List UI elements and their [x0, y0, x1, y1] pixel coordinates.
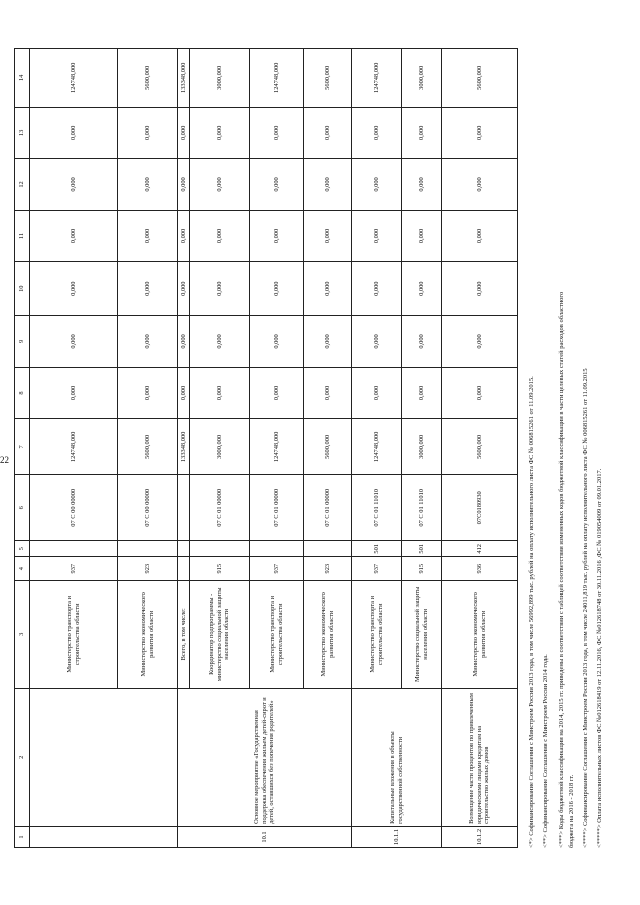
cell-col-5 — [118, 541, 178, 557]
cell-col-9: 0,000 — [402, 316, 442, 368]
cell-col-9: 0,000 — [190, 316, 250, 368]
rotated-page — [14, 28, 614, 848]
cell-col-10: 0,000 — [304, 262, 352, 316]
cell-col-5: 412 — [442, 541, 518, 557]
cell-col-2 — [30, 688, 178, 826]
cell-col-7: 124748,000 — [30, 419, 118, 475]
cell-col-8: 0,000 — [304, 367, 352, 419]
cell-col-12: 0,000 — [118, 159, 178, 211]
header-cell: 9 — [15, 316, 30, 368]
cell-col-13: 0,000 — [352, 107, 402, 159]
cell-col-12: 0,000 — [304, 159, 352, 211]
cell-col-4: 937 — [30, 557, 118, 580]
cell-col-7: 124748,000 — [250, 419, 304, 475]
cell-col-11: 0,000 — [190, 210, 250, 262]
cell-col-9: 0,000 — [178, 316, 190, 368]
cell-col-11: 0,000 — [402, 210, 442, 262]
cell-col-3: Координатор подпрограммы - министерство социальной защиты населения области — [190, 580, 250, 688]
cell-col-14: 3000,000 — [190, 49, 250, 108]
cell-col-14: 124748,000 — [30, 49, 118, 108]
cell-col-13: 0,000 — [190, 107, 250, 159]
cell-col-3: Министерство транспорта и строительства области — [30, 580, 118, 688]
cell-col-4: 923 — [304, 557, 352, 580]
cell-col-4: 936 — [442, 557, 518, 580]
cell-col-6: 07С0180930 — [442, 475, 518, 541]
cell-col-2: Возмещение части процентов по привлеченным юридическими лицами кредитам на строительство жилых домов — [442, 688, 518, 826]
cell-col-4: 923 — [118, 557, 178, 580]
header-cell: 1 — [15, 826, 30, 847]
cell-col-5 — [178, 541, 190, 557]
cell-col-10: 0,000 — [30, 262, 118, 316]
cell-col-11: 0,000 — [30, 210, 118, 262]
cell-col-11: 0,000 — [118, 210, 178, 262]
cell-col-3: Министерство транспорта и строительства области — [250, 580, 304, 688]
cell-col-3: Всего, в том числе: — [178, 580, 190, 688]
budget-table — [14, 48, 518, 848]
cell-col-9: 0,000 — [442, 316, 518, 368]
cell-col-8: 0,000 — [250, 367, 304, 419]
header-cell: 4 — [15, 557, 30, 580]
table-row — [352, 49, 402, 848]
cell-col-7: 5600,000 — [304, 419, 352, 475]
cell-col-9: 0,000 — [304, 316, 352, 368]
cell-col-6 — [178, 475, 190, 541]
cell-col-13: 0,000 — [250, 107, 304, 159]
cell-col-8: 0,000 — [352, 367, 402, 419]
cell-col-9: 0,000 — [30, 316, 118, 368]
footnote: <*****> Оплата исполнительных листов ФС №012618419 от 12.11.2016, ФС №012618748 от 30.11.2016 ,ФС № 019054009 от 09.01.2017. — [596, 468, 603, 848]
cell-col-14: 124748,000 — [352, 49, 402, 108]
cell-col-2: Капитальные вложения в объекты государственной собственности — [352, 688, 442, 826]
cell-col-8: 0,000 — [178, 367, 190, 419]
cell-col-7: 124748,000 — [352, 419, 402, 475]
cell-col-3: Министерство транспорта и строительства области — [352, 580, 402, 688]
cell-col-6: 07 С 01 11010 — [402, 475, 442, 541]
cell-col-10: 0,000 — [250, 262, 304, 316]
cell-col-6: 07 С 01 00000 — [190, 475, 250, 541]
header-cell: 7 — [15, 419, 30, 475]
cell-col-10: 0,000 — [190, 262, 250, 316]
cell-col-9: 0,000 — [118, 316, 178, 368]
cell-col-10: 0,000 — [118, 262, 178, 316]
cell-col-3: Министерство экономического развития области — [118, 580, 178, 688]
cell-col-8: 0,000 — [118, 367, 178, 419]
header-cell: 8 — [15, 367, 30, 419]
footnote: <****> Софинансирование Соглашения с Минстроем России 2013 года, в том числе 24011,819 тыс. рублей на оплату исполнительного листа ФС № 006815261 от 11.09.2015 — [582, 368, 589, 848]
cell-col-13: 0,000 — [402, 107, 442, 159]
header-row — [15, 49, 30, 848]
cell-col-7: 133348,000 — [178, 419, 190, 475]
cell-col-10: 0,000 — [178, 262, 190, 316]
cell-col-12: 0,000 — [250, 159, 304, 211]
cell-col-6: 07 С 01 00000 — [304, 475, 352, 541]
header-cell: 13 — [15, 107, 30, 159]
cell-col-13: 0,000 — [178, 107, 190, 159]
cell-col-6: 07 С 00 00000 — [118, 475, 178, 541]
cell-col-6: 07 С 01 11010 — [352, 475, 402, 541]
cell-col-11: 0,000 — [442, 210, 518, 262]
document-page — [14, 28, 614, 848]
header-cell: 6 — [15, 475, 30, 541]
page-number: 22 — [0, 455, 9, 465]
cell-col-5: 501 — [352, 541, 402, 557]
header-cell: 2 — [15, 688, 30, 826]
cell-col-12: 0,000 — [178, 159, 190, 211]
cell-col-1: 10.1.1 — [352, 826, 442, 847]
cell-col-7: 5600,000 — [118, 419, 178, 475]
cell-col-4: 937 — [250, 557, 304, 580]
cell-col-11: 0,000 — [304, 210, 352, 262]
footnote: <*> Софинансирование Соглашения с Минстроем России 2013 года, в том числе 56992,899 тыс. рублей на оплату исполнительного листа ФС № 006815261 от 11.09.2015. — [528, 376, 535, 848]
cell-col-14: 3000,000 — [402, 49, 442, 108]
cell-col-9: 0,000 — [352, 316, 402, 368]
cell-col-8: 0,000 — [442, 367, 518, 419]
cell-col-11: 0,000 — [250, 210, 304, 262]
cell-col-4 — [178, 557, 190, 580]
cell-col-11: 0,000 — [352, 210, 402, 262]
cell-col-6: 07 С 00 00000 — [30, 475, 118, 541]
cell-col-13: 0,000 — [304, 107, 352, 159]
cell-col-1: 10.1 — [178, 826, 352, 847]
cell-col-13: 0,000 — [30, 107, 118, 159]
cell-col-10: 0,000 — [442, 262, 518, 316]
cell-col-12: 0,000 — [190, 159, 250, 211]
cell-col-10: 0,000 — [352, 262, 402, 316]
cell-col-5 — [250, 541, 304, 557]
cell-col-10: 0,000 — [402, 262, 442, 316]
cell-col-13: 0,000 — [118, 107, 178, 159]
cell-col-5 — [30, 541, 118, 557]
cell-col-14: 5600,000 — [442, 49, 518, 108]
cell-col-14: 5600,000 — [118, 49, 178, 108]
cell-col-3: Министерство социальной защиты населения области — [402, 580, 442, 688]
cell-col-12: 0,000 — [402, 159, 442, 211]
cell-col-9: 0,000 — [250, 316, 304, 368]
cell-col-8: 0,000 — [190, 367, 250, 419]
footnote: бюджета на 2016 - 2018 гг. — [568, 774, 575, 848]
cell-col-13: 0,000 — [442, 107, 518, 159]
table-row — [442, 49, 518, 848]
cell-col-7: 3000,000 — [190, 419, 250, 475]
cell-col-8: 0,000 — [30, 367, 118, 419]
header-cell: 3 — [15, 580, 30, 688]
cell-col-5 — [190, 541, 250, 557]
cell-col-14: 133348,000 — [178, 49, 190, 108]
table-row — [178, 49, 190, 848]
cell-col-12: 0,000 — [30, 159, 118, 211]
cell-col-8: 0,000 — [402, 367, 442, 419]
cell-col-4: 915 — [190, 557, 250, 580]
cell-col-2: Основное мероприятие «Государственная поддержка обеспечения жильем детей-сирот и детей, оставшихся без попечения родителей» — [178, 688, 352, 826]
cell-col-12: 0,000 — [442, 159, 518, 211]
footnote: <***> Коды бюджетной классификации на 2014, 2015 гг. приведены в соответствии с таблицей соответствия измененных кодов бюджетной классификации в части целевых статей расходов областного — [558, 291, 565, 848]
header-cell: 5 — [15, 541, 30, 557]
cell-col-11: 0,000 — [178, 210, 190, 262]
cell-col-3: Министерство экономического развития области — [304, 580, 352, 688]
footnote: <**> Софинансирование Соглашения с Минстроем России 2014 года. — [542, 654, 549, 848]
cell-col-4: 937 — [352, 557, 402, 580]
table-row — [30, 49, 118, 848]
cell-col-4: 915 — [402, 557, 442, 580]
cell-col-14: 124748,000 — [250, 49, 304, 108]
cell-col-1: 10.1.2 — [442, 826, 518, 847]
cell-col-14: 5600,000 — [304, 49, 352, 108]
header-cell: 12 — [15, 159, 30, 211]
cell-col-6: 07 С 01 00000 — [250, 475, 304, 541]
cell-col-5: 501 — [402, 541, 442, 557]
cell-col-1 — [30, 826, 178, 847]
header-cell: 14 — [15, 49, 30, 108]
cell-col-5 — [304, 541, 352, 557]
header-cell: 11 — [15, 210, 30, 262]
cell-col-7: 5600,000 — [442, 419, 518, 475]
cell-col-3: Министерство экономического развития области — [442, 580, 518, 688]
cell-col-7: 3000,000 — [402, 419, 442, 475]
cell-col-12: 0,000 — [352, 159, 402, 211]
header-cell: 10 — [15, 262, 30, 316]
